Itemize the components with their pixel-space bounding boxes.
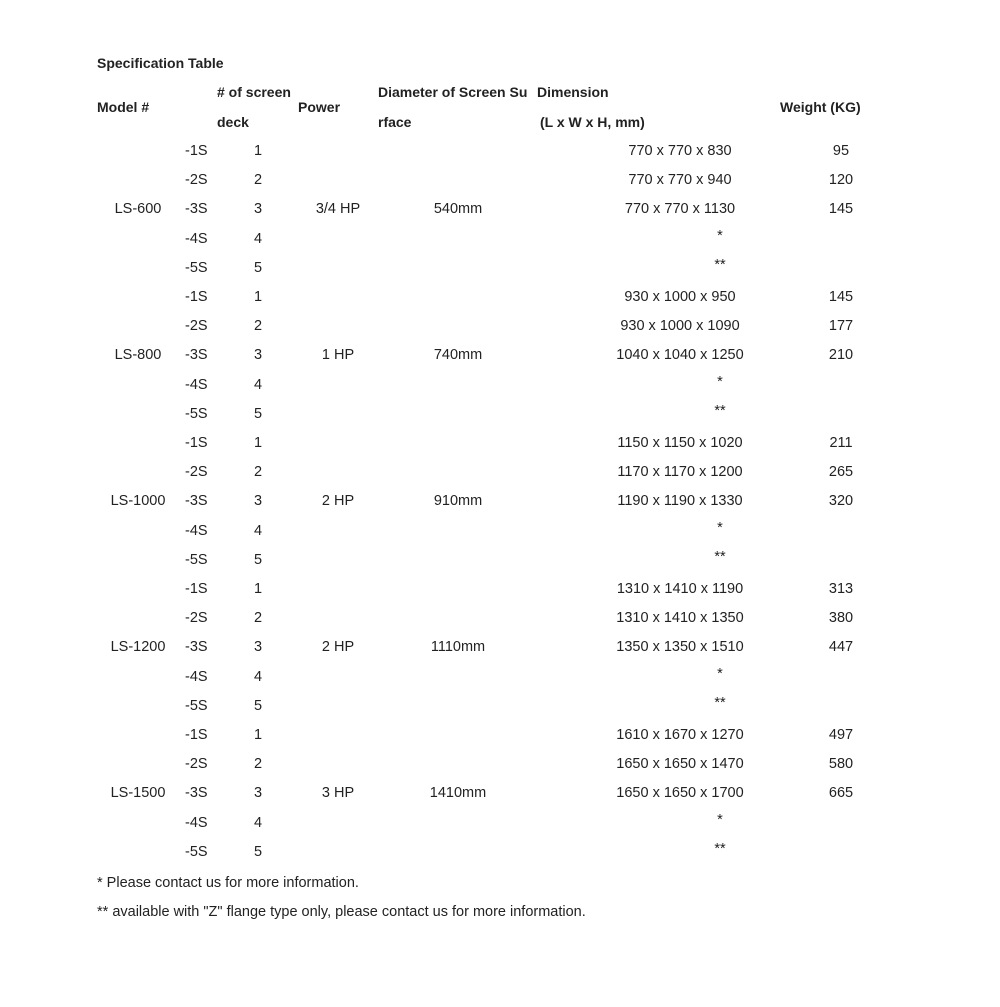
dimension-value: 1310 x 1410 x 1350 xyxy=(616,610,744,627)
deck-count: 2 xyxy=(253,318,263,335)
deck-count: 1 xyxy=(253,143,263,159)
weight-value: 320 xyxy=(828,493,854,510)
model-suffix: -2S xyxy=(185,464,208,481)
deck-count: 2 xyxy=(253,610,263,627)
footnote-double-star: ** available with "Z" flange type only, please contact us for more information. xyxy=(97,904,586,920)
weight-value: 380 xyxy=(828,610,854,627)
deck-count: 2 xyxy=(253,756,263,773)
dimension-value: 1350 x 1350 x 1510 xyxy=(616,639,744,656)
model-suffix: -4S xyxy=(185,522,208,539)
weight-value: 265 xyxy=(828,464,854,481)
dimension-note-marker: ** xyxy=(714,256,726,273)
model-suffix: -5S xyxy=(185,697,208,714)
model-suffix: -5S xyxy=(185,551,208,568)
dimension-value: 1170 x 1170 x 1200 xyxy=(617,464,743,481)
model-suffix: -4S xyxy=(185,230,208,247)
model-suffix: -5S xyxy=(185,405,208,422)
header-model: Model # xyxy=(97,99,150,115)
dimension-note-marker: ** xyxy=(714,840,726,857)
power-value: 3/4 HP xyxy=(315,201,361,218)
power-value: 2 HP xyxy=(321,493,355,510)
deck-count: 4 xyxy=(253,814,263,831)
dimension-value: 1650 x 1650 x 1700 xyxy=(616,785,744,802)
weight-value: 313 xyxy=(828,581,854,597)
deck-count: 1 xyxy=(253,435,263,451)
deck-count: 3 xyxy=(253,347,263,364)
deck-count: 5 xyxy=(253,551,263,568)
dimension-note-marker: ** xyxy=(714,402,726,419)
model-suffix: -2S xyxy=(185,318,208,335)
deck-count: 3 xyxy=(253,639,263,656)
deck-count: 1 xyxy=(253,289,263,305)
header-diameter-line1: Diameter of Screen Su xyxy=(378,84,528,100)
dimension-value: 930 x 1000 x 950 xyxy=(624,289,736,305)
model-suffix: -1S xyxy=(185,289,208,305)
model-suffix: -2S xyxy=(185,756,208,773)
model-suffix: -3S xyxy=(185,493,208,510)
dimension-value: 770 x 770 x 830 xyxy=(628,143,732,159)
deck-count: 3 xyxy=(253,493,263,510)
model-suffix: -4S xyxy=(185,814,208,831)
model-name: LS-1200 xyxy=(110,639,166,656)
model-suffix: -3S xyxy=(185,347,208,364)
model-name: LS-1000 xyxy=(110,493,166,510)
model-name: LS-600 xyxy=(114,201,162,218)
deck-count: 4 xyxy=(253,668,263,685)
header-dimension-line2: (L x W x H, mm) xyxy=(540,114,645,130)
dimension-note-marker: * xyxy=(717,519,723,536)
dimension-value: 1150 x 1150 x 1020 xyxy=(617,435,743,451)
header-deck-line1: # of screen xyxy=(217,84,291,100)
dimension-value: 770 x 770 x 940 xyxy=(628,172,732,189)
model-suffix: -2S xyxy=(185,610,208,627)
weight-value: 120 xyxy=(828,172,854,189)
model-suffix: -4S xyxy=(185,376,208,393)
dimension-note-marker: ** xyxy=(714,548,726,565)
deck-count: 3 xyxy=(253,785,263,802)
model-suffix: -1S xyxy=(185,143,208,159)
power-value: 1 HP xyxy=(321,347,355,364)
model-suffix: -3S xyxy=(185,785,208,802)
deck-count: 2 xyxy=(253,172,263,189)
weight-value: 210 xyxy=(828,347,854,364)
footnote-single-star: * Please contact us for more information. xyxy=(97,875,359,891)
dimension-note-marker: ** xyxy=(714,694,726,711)
dimension-note-marker: * xyxy=(717,227,723,244)
model-suffix: -2S xyxy=(185,172,208,189)
diameter-value: 1110mm xyxy=(430,639,486,656)
model-suffix: -1S xyxy=(185,581,208,597)
power-value: 2 HP xyxy=(321,639,355,656)
header-weight: Weight (KG) xyxy=(780,99,861,115)
header-deck-line2: deck xyxy=(217,114,249,130)
deck-count: 5 xyxy=(253,405,263,422)
model-suffix: -5S xyxy=(185,843,208,860)
dimension-value: 1310 x 1410 x 1190 xyxy=(616,581,744,597)
weight-value: 145 xyxy=(828,201,854,218)
deck-count: 3 xyxy=(253,201,263,218)
model-suffix: -3S xyxy=(185,639,208,656)
model-suffix: -1S xyxy=(185,727,208,743)
dimension-value: 930 x 1000 x 1090 xyxy=(620,318,740,335)
power-value: 3 HP xyxy=(321,785,355,802)
deck-count: 1 xyxy=(253,727,263,743)
deck-count: 5 xyxy=(253,697,263,714)
diameter-value: 1410mm xyxy=(429,785,487,802)
dimension-note-marker: * xyxy=(717,373,723,390)
diameter-value: 540mm xyxy=(433,201,483,218)
header-power: Power xyxy=(298,99,341,115)
deck-count: 4 xyxy=(253,522,263,539)
model-suffix: -5S xyxy=(185,259,208,276)
weight-value: 95 xyxy=(832,143,850,159)
model-suffix: -1S xyxy=(185,435,208,451)
dimension-value: 1610 x 1670 x 1270 xyxy=(616,727,744,743)
model-name: LS-1500 xyxy=(110,785,166,802)
diameter-value: 740mm xyxy=(433,347,483,364)
dimension-value: 770 x 770 x 1130 xyxy=(624,201,736,218)
weight-value: 447 xyxy=(828,639,854,656)
weight-value: 211 xyxy=(829,435,853,451)
header-diameter-line2: rface xyxy=(378,114,412,130)
deck-count: 4 xyxy=(253,230,263,247)
diameter-value: 910mm xyxy=(433,493,483,510)
model-name: LS-800 xyxy=(114,347,162,364)
deck-count: 4 xyxy=(253,376,263,393)
deck-count: 1 xyxy=(253,581,263,597)
page-title: Specification Table xyxy=(97,55,224,71)
dimension-value: 1040 x 1040 x 1250 xyxy=(616,347,744,364)
weight-value: 665 xyxy=(828,785,854,802)
model-suffix: -3S xyxy=(185,201,208,218)
deck-count: 5 xyxy=(253,259,263,276)
dimension-value: 1650 x 1650 x 1470 xyxy=(616,756,744,773)
deck-count: 5 xyxy=(253,843,263,860)
dimension-note-marker: * xyxy=(717,811,723,828)
deck-count: 2 xyxy=(253,464,263,481)
model-suffix: -4S xyxy=(185,668,208,685)
dimension-note-marker: * xyxy=(717,665,723,682)
weight-value: 145 xyxy=(828,289,854,305)
weight-value: 580 xyxy=(828,756,854,773)
header-dimension-line1: Dimension xyxy=(537,84,609,100)
dimension-value: 1190 x 1190 x 1330 xyxy=(617,493,743,510)
weight-value: 177 xyxy=(828,318,854,335)
weight-value: 497 xyxy=(828,727,854,743)
